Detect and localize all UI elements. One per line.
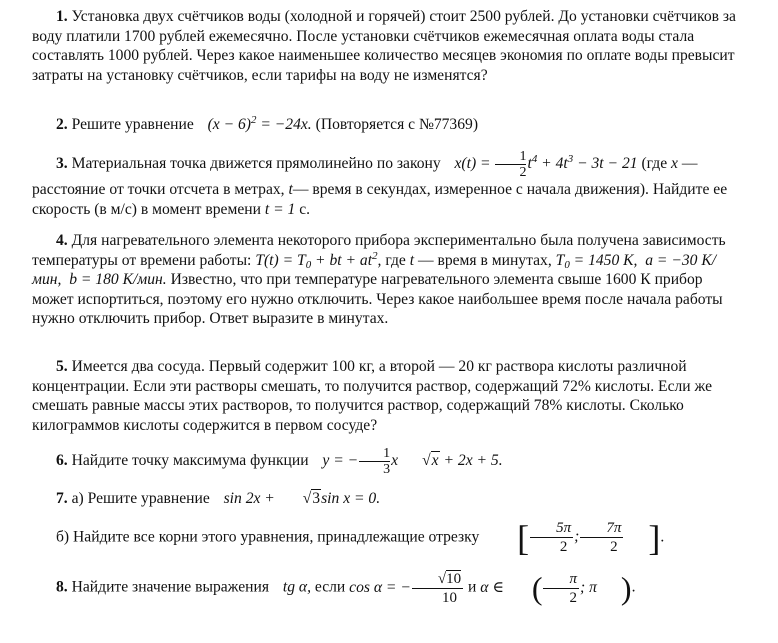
fraction: $\frac{√10}{10}$ xyxy=(412,570,463,607)
fraction: $\frac{5\pi}{2}$ xyxy=(530,519,573,556)
problem-number: 7. xyxy=(56,490,68,507)
b-value: b = 180 К/мин. xyxy=(69,271,167,288)
problem-2 xyxy=(32,115,744,135)
temperature-formula: $T(t) = T_0$ + bt + $at^2$, xyxy=(255,249,382,271)
segment: [ $\frac{5\pi}{2}$ ; $\frac{7\pi}{2}$ ] xyxy=(517,517,661,558)
problem-number: 5. xyxy=(56,358,68,375)
fraction: $\frac{1}{2}$ xyxy=(495,149,526,180)
function-formula: y = − $\frac{1}{3}$ x √x + 2x + 5. xyxy=(322,446,503,477)
trig-equation: sin 2x + √3sin x = 0. xyxy=(223,490,381,507)
problem-1 xyxy=(32,7,744,85)
problem-number: 6. xyxy=(56,452,68,470)
problem-8: 8. Найдите значение выражения tg α, если cos α = − $\frac{√10}{10}$ и α ∈ ( $\frac{\pi}{2}$ ; π ). xyxy=(56,570,636,606)
a-value: a = −30 К/мин, xyxy=(32,251,717,288)
problem-text: Установка двух счётчиков воды (холодной и горячей) стоит 2500 рублей. До установки счётчиков за воду платили 1700 рублей ежемесячно. После установки счётчиков ежемесячная оплата воды стала составлять 1000 рублей. Через какое наименьшее количество месяцев экономия по оплате воды превысит затраты на установку счётчиков, если тарифы на воду не изменятся? xyxy=(32,8,736,84)
problem-text: Материальная точка движется прямолинейно по закону xyxy=(71,155,441,173)
problem-number: 8. xyxy=(56,578,68,596)
t0-value: $T_0 = 1450$ К, xyxy=(555,251,638,271)
problem-6 xyxy=(32,446,744,477)
sqrt: √3 xyxy=(302,490,321,507)
problem-number: 1. xyxy=(56,8,68,25)
problem-text: Имеется два сосуда. Первый содержит 100 кг, а второй — 20 кг раствора кислоты различной концентрации. Если эти растворы смешать, то получится раствор, содержащий 72% кислоты. Если же смешать равные массы этих растворов, то получится раствор, содержащий 78% кислоты. Сколько килограммов кислоты содержится в первом сосуде? xyxy=(32,358,713,434)
problem-4: 4. Для нагревательного элемента некоторого прибора экспериментально была получена зависимость температуры от времени работы: $T(t) = T_0$ + bt + $at^2$, где t — время в минутах, $T_0 = 1450$ К, a = −30 К/мин, b = 180 К/мин. Известно, что при температуре нагревательного элемента свыше 1600 К прибор может испортиться, поэтому его нужно отключить. Через какое наибольшее время после начала работы нужно отключить прибор. Ответ выразите в минутах. xyxy=(32,232,726,327)
problem-number: 2. xyxy=(56,116,68,133)
fraction: $\frac{1}{3}$ xyxy=(359,446,390,477)
fraction: $\frac{7\pi}{2}$ xyxy=(580,519,623,556)
fraction: $\frac{\pi}{2}$ xyxy=(543,570,579,607)
problem-7: 7. а) Решите уравнение sin 2x + √3sin x = 0. б) Найдите все корни этого уравнения, принадлежащие отрезку [ $\frac{5\pi}{2}$ ; $\frac{7\pi}{2}$ ]. xyxy=(56,490,665,558)
expression: tg α, xyxy=(282,578,311,596)
problem-text: Найдите точку максимума функции xyxy=(71,452,309,470)
cos-condition: cos α = − $\frac{√10}{10}$ xyxy=(349,570,462,606)
problem-number: 3. xyxy=(56,155,68,173)
problem-note: (Повторяется с №77369) xyxy=(315,116,479,133)
problem-3: 3. Материальная точка движется прямолинейно по закону x(t) = $\frac{1}{2}$ $t^4 + 4t^3 - 3t - 21$ (где x — расстояние от точки отсчета в метрах, t— время в секундах, измеренное с начала движения). Найдите ее скорость (в м/с) в момент времени t = 1 с. xyxy=(32,149,728,218)
moment-value: t = 1 xyxy=(264,200,296,218)
problem-5 xyxy=(32,357,744,435)
equation: $(x - 6)^2 = -24x$. xyxy=(207,114,312,133)
alpha-interval: α ∈ ( $\frac{\pi}{2}$ ; π ) xyxy=(480,570,632,606)
law-of-motion: x(t) = $\frac{1}{2}$ $t^4 + 4t^3 - 3t - 21$ xyxy=(454,149,638,180)
sqrt: √x xyxy=(422,452,439,470)
problem-number: 4. xyxy=(56,232,68,249)
problem-text: Решите уравнение xyxy=(71,116,194,133)
